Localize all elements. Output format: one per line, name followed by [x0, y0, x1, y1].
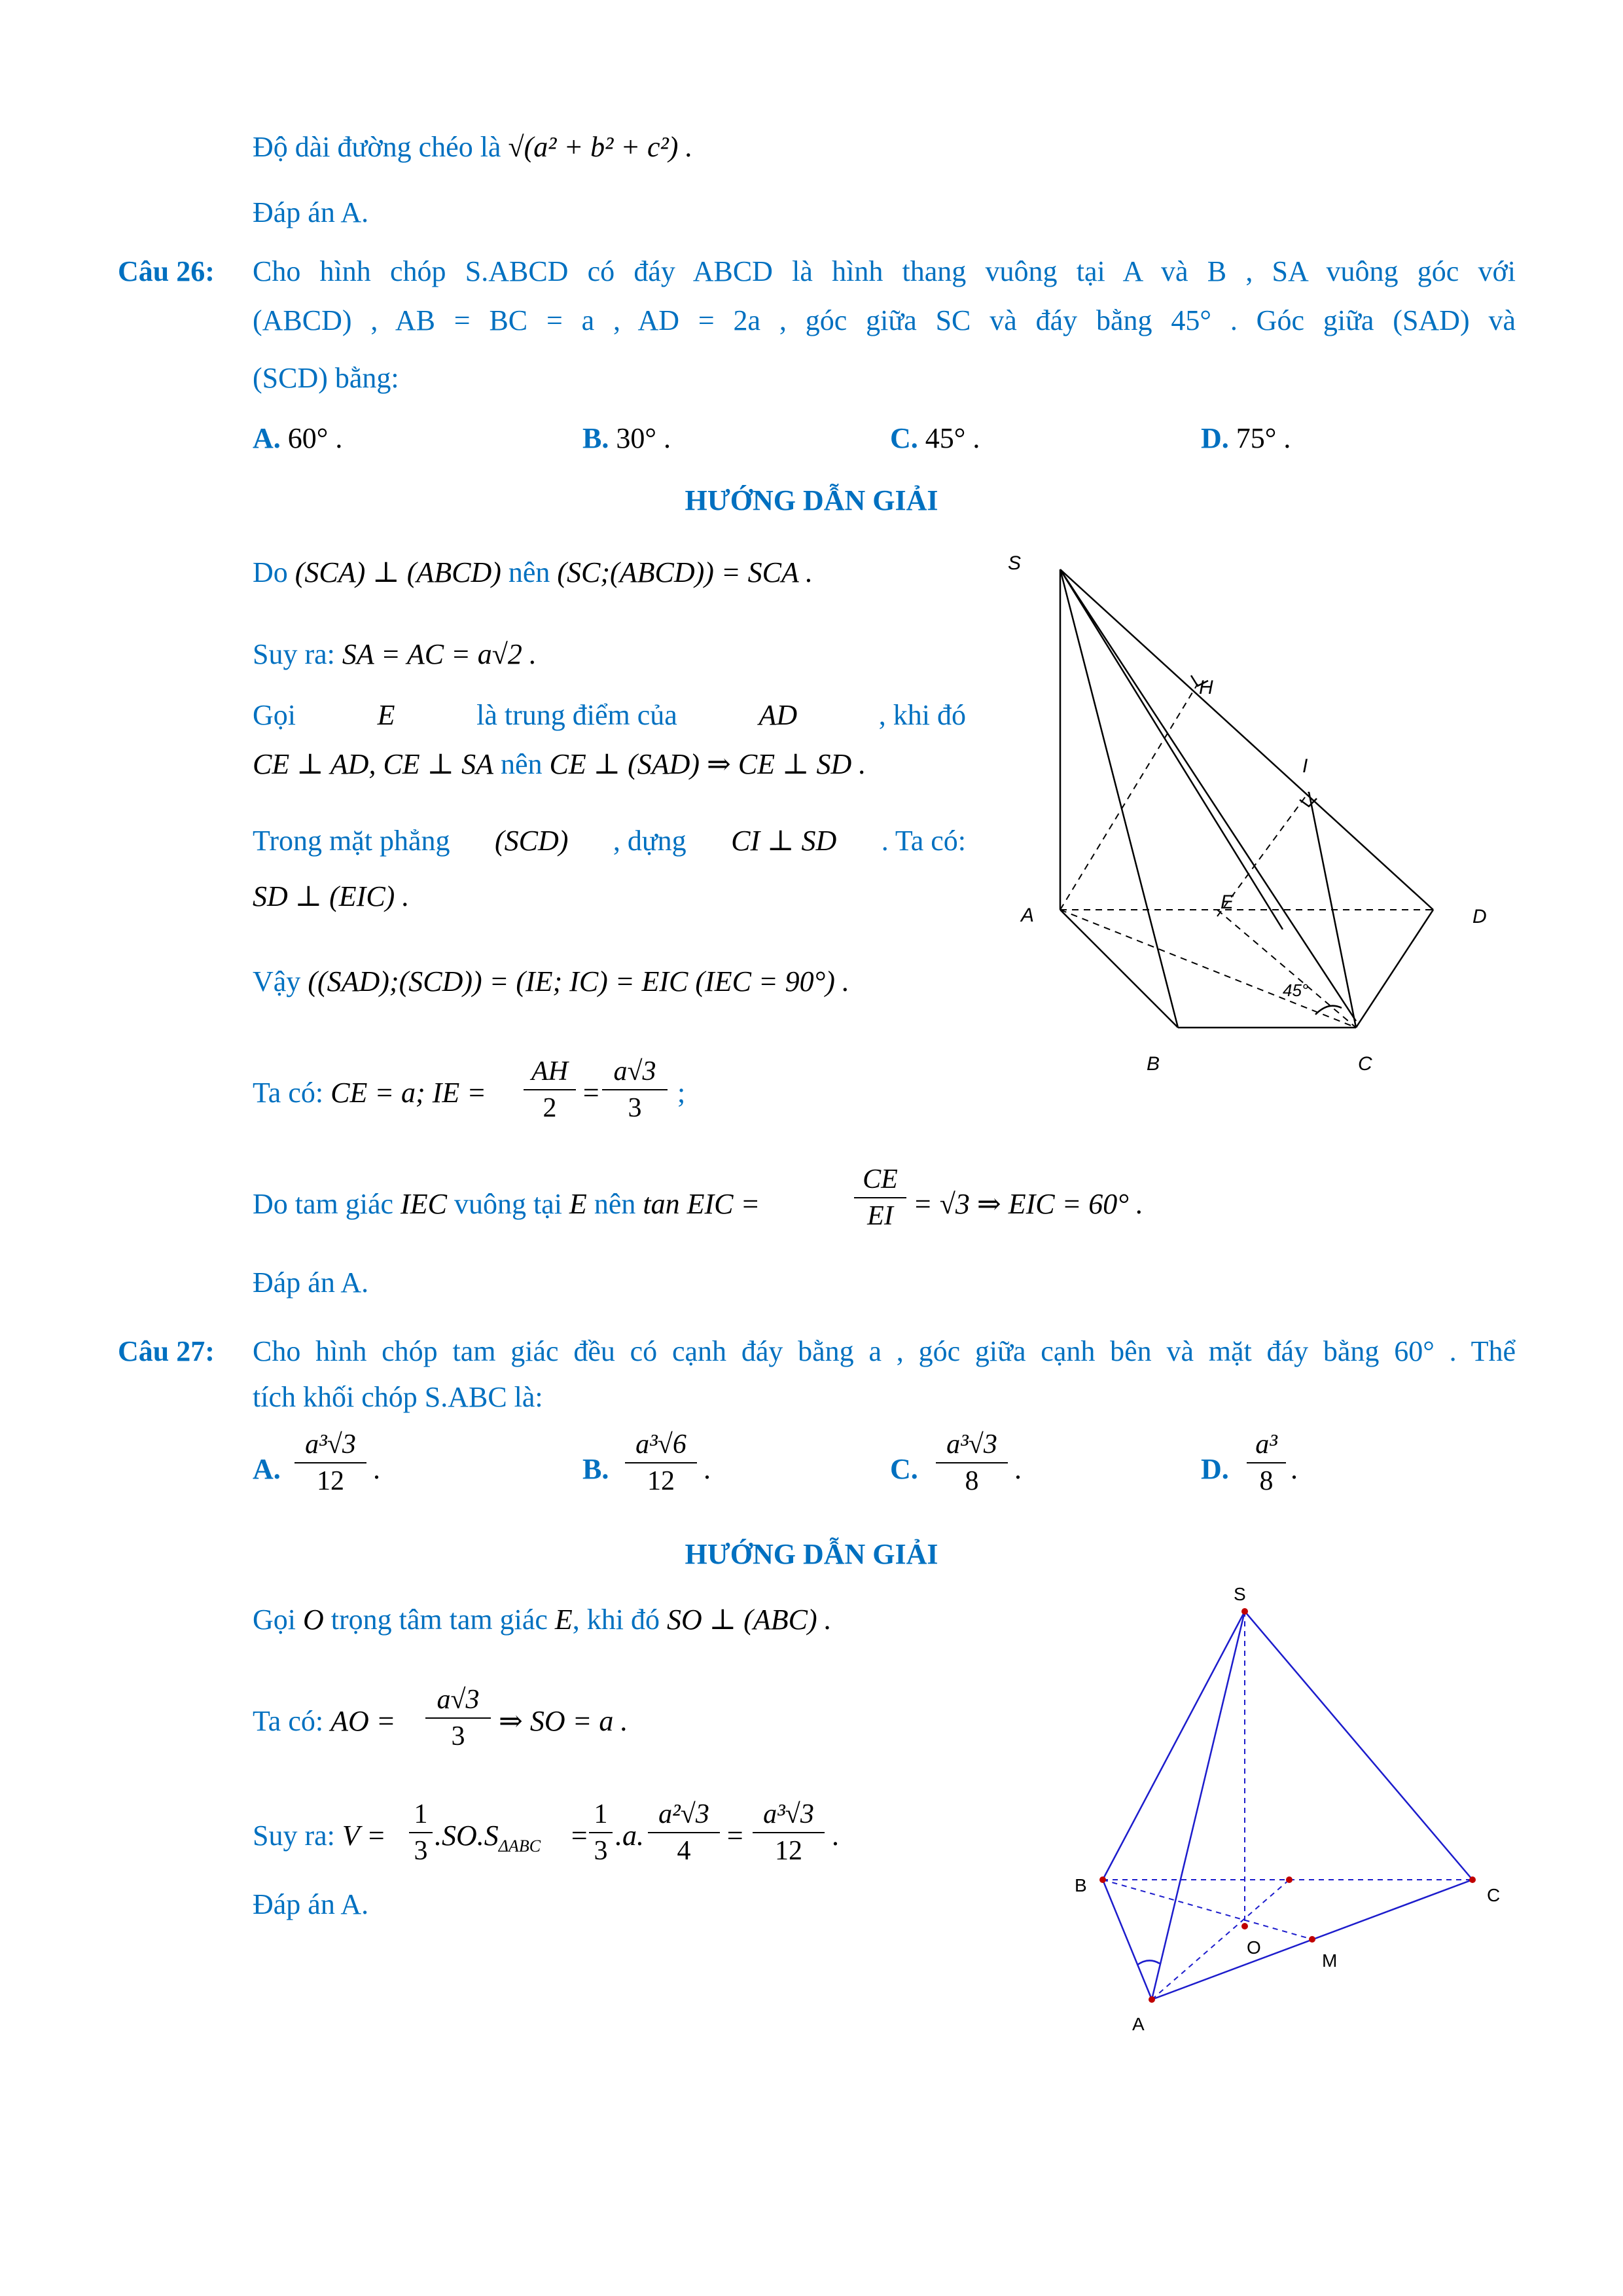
label-C: C [1358, 1053, 1372, 1075]
option-27-a-fraction: $\frac{\text{a³√3}}{12}$ [294, 1427, 366, 1499]
fraction-ah-2: $\frac{AH}{2}$ [524, 1054, 576, 1126]
so-s-abc: $.SO.S_{\Delta ABC}$ [435, 1820, 541, 1856]
point-S [1241, 1608, 1248, 1615]
semicolon: ; [677, 1077, 686, 1109]
equals-1: = [569, 1820, 589, 1852]
option-26-d: D. 75° . [1201, 422, 1291, 454]
question-27-label: Câu 27: [118, 1335, 215, 1367]
sol27-line-3: Suy ra: V = [253, 1820, 386, 1852]
point-C [1469, 1876, 1476, 1883]
label-E: E [1221, 891, 1234, 913]
edge-CD [1356, 910, 1433, 1028]
point-M [1309, 1936, 1315, 1943]
label-S: S [1234, 1584, 1246, 1604]
point-A [1149, 1996, 1155, 2003]
figure-26-pyramid [995, 550, 1544, 1086]
median-A [1152, 1880, 1289, 2000]
point-O [1241, 1923, 1248, 1929]
sol26-line-2: Suy ra: SA = AC = a√2 . [253, 638, 537, 670]
edge-SB [1103, 1611, 1245, 1880]
edge-SB [1060, 569, 1178, 1028]
option-27-b: B. [582, 1453, 609, 1485]
fraction-one-third-2: $\frac{1}{3}$ [589, 1797, 613, 1869]
question-26-line-2: (ABCD) , AB = BC = a , AD = 2a , góc giữa SC và đáy bằng 45° . Góc giữa (SAD) và [253, 304, 1516, 336]
question-26-line-1: Cho hình chóp S.ABCD có đáy ABCD là hình thang vuông tại A và B , SA vuông góc với [253, 255, 1516, 287]
answer-27: Đáp án A. [253, 1888, 369, 1920]
sol26-line-5: Trong mặt phẳng (SCD) , dựng CI ⊥ SD . Ta có: [253, 825, 966, 857]
label-D: D [1472, 906, 1487, 927]
point-B [1099, 1876, 1106, 1883]
edge-AB [1060, 910, 1178, 1028]
solution-heading-27: HƯỚNG DẪN GIẢI [685, 1538, 938, 1570]
equals-sign: = [581, 1077, 601, 1109]
sol26-line-4: CE ⊥ AD, CE ⊥ SA nên CE ⊥ (SAD) ⇒ CE ⊥ SD . [253, 748, 866, 780]
question-27-line-1: Cho hình chóp tam giác đều có cạnh đáy bằng a , góc giữa cạnh bên và mặt đáy bằng 60° . Thể [253, 1335, 1516, 1367]
option-27-c-fraction: $\frac{\text{a³√3}}{8}$ [936, 1427, 1008, 1499]
question-26-label: Câu 26: [118, 255, 215, 287]
option-26-b: B. 30° . [582, 422, 671, 454]
option-26-a: A. 60° . [253, 422, 343, 454]
diagonal-formula: √(a² + b² + c²) . [508, 131, 693, 163]
fraction-ce-ei: $\frac{CE}{EI}$ [854, 1162, 906, 1234]
sol26-line-8: Ta có: CE = a; IE = [253, 1077, 486, 1109]
edge-AB [1103, 1880, 1152, 2000]
period: . [832, 1820, 840, 1852]
so-equals-a: ⇒ SO = a . [499, 1705, 628, 1737]
edge-SC [1245, 1611, 1472, 1880]
solution-heading-26: HƯỚNG DẪN GIẢI [685, 484, 938, 516]
right-angle-I [1300, 798, 1317, 806]
label-M: M [1322, 1950, 1338, 1971]
question-27-line-2: tích khối chóp S.ABC là: [253, 1381, 543, 1413]
question-26-line-3: (SCD) bằng: [253, 362, 399, 394]
sol26-line-6: SD ⊥ (EIC) . [253, 880, 410, 912]
sol27-line-1: Gọi O trọng tâm tam giác E, khi đó SO ⊥ (ABC) . [253, 1604, 832, 1636]
median-BM [1103, 1880, 1312, 1939]
label-angle-45: 45° [1283, 980, 1309, 1000]
answer-25: Đáp án A. [253, 196, 369, 228]
sol26-line-7: Vậy ((SAD);(SCD)) = (IE; IC) = EIC (IEC = 90°) . [253, 965, 849, 997]
option-27-a: A. [253, 1453, 281, 1485]
dot-a-dot: .a. [615, 1820, 644, 1852]
edge-SA [1152, 1611, 1245, 2000]
diagonal-AC [1060, 910, 1356, 1028]
angle-arc-45 [1315, 1006, 1342, 1014]
tan-result: = √3 ⇒ EIC = 60° . [913, 1188, 1143, 1220]
label-I: I [1302, 755, 1308, 777]
point-mid-BC [1286, 1876, 1293, 1883]
angle-arc-A [1137, 1960, 1160, 1965]
edge-SD [1060, 569, 1433, 910]
label-A: A [1021, 905, 1035, 926]
label-O: O [1247, 1937, 1261, 1958]
fraction-a-sqrt3-3: $\frac{a√3}{3}$ [602, 1054, 668, 1126]
sol26-line-3: Gọi E là trung điểm của AD , khi đó [253, 699, 966, 731]
sol26-line-1: Do (SCA) ⊥ (ABCD) nên (SC;(ABCD)) = SCA . [253, 556, 813, 588]
fraction-ao: $\frac{a√3}{3}$ [425, 1682, 491, 1754]
option-27-c: C. [890, 1453, 918, 1485]
diagonal-text: Độ dài đường chéo là √(a² + b² + c²) . [253, 131, 693, 163]
segment-AH [1060, 684, 1198, 910]
sol27-line-2: Ta có: AO = [253, 1705, 396, 1737]
label-S: S [1008, 552, 1022, 574]
option-27-d: D. [1201, 1453, 1229, 1485]
option-27-d-fraction: $\frac{\text{a³}}{8}$ [1247, 1427, 1286, 1499]
sol26-line-9: Do tam giác IEC vuông tại E nên tan EIC = [253, 1188, 760, 1220]
fraction-volume: $\frac{\text{a³√3}}{12}$ [753, 1797, 825, 1869]
label-C: C [1487, 1885, 1501, 1905]
fraction-base-area: $\frac{\text{a²√3}}{4}$ [648, 1797, 720, 1869]
option-26-c: C. 45° . [890, 422, 980, 454]
label-B: B [1075, 1875, 1087, 1895]
option-27-b-fraction: $\frac{\text{a³√6}}{12}$ [625, 1427, 697, 1499]
figure-27-pyramid [1060, 1584, 1518, 2042]
label-A: A [1132, 2014, 1145, 2034]
segment-SE [1060, 569, 1283, 929]
fraction-one-third-1: $\frac{1}{3}$ [409, 1797, 433, 1869]
equals-2: = [725, 1820, 745, 1852]
answer-26: Đáp án A. [253, 1266, 369, 1299]
label-B: B [1147, 1053, 1160, 1075]
label-H: H [1199, 677, 1213, 698]
